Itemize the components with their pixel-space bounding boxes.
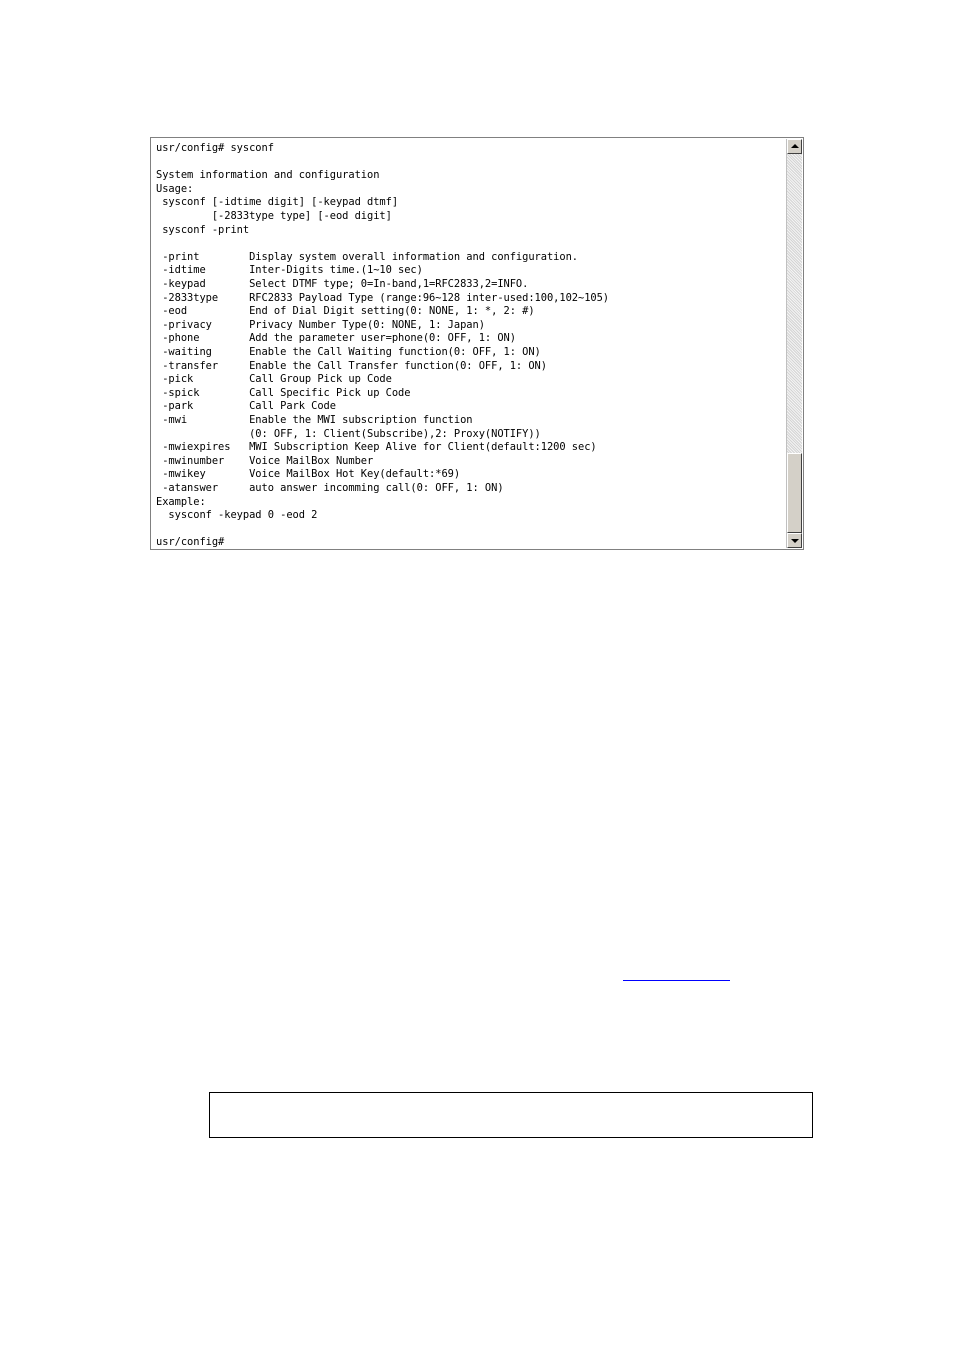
terminal-line: -mwinumber Voice MailBox Number <box>156 454 374 467</box>
terminal-line: -privacy Privacy Number Type(0: NONE, 1: Japan) <box>156 318 485 331</box>
terminal-line: -print Display system overall information and configuration. <box>156 250 578 263</box>
hyperlink-underline[interactable] <box>623 980 730 981</box>
terminal-line: -waiting Enable the Call Waiting function(0: OFF, 1: ON) <box>156 346 541 358</box>
terminal-line: -atanswer auto answer incomming call(0: OFF, 1: ON) <box>156 482 504 494</box>
terminal-line: [-2833type type] [-eod digit] <box>156 210 392 222</box>
terminal-prompt[interactable]: usr/config# <box>156 536 225 548</box>
terminal-line: -transfer Enable the Call Transfer function(0: OFF, 1: ON) <box>156 359 547 372</box>
bordered-text-box <box>209 1092 813 1138</box>
terminal-line: -keypad Select DTMF type; 0=In-band,1=RFC2833,2=INFO. <box>156 278 529 290</box>
scroll-down-button[interactable] <box>787 533 802 548</box>
terminal-window <box>150 137 804 550</box>
terminal-line: -park Call Park Code <box>156 400 336 413</box>
terminal-line: (0: OFF, 1: Client(Subscribe),2: Proxy(NOTIFY)) <box>156 427 541 440</box>
terminal-line: sysconf -print <box>156 223 250 236</box>
terminal-output <box>152 139 787 548</box>
terminal-line: usr/config# sysconf <box>156 142 274 154</box>
scrollbar-thumb[interactable] <box>787 453 802 533</box>
arrow-up-icon <box>791 144 799 148</box>
terminal-line: sysconf [-idtime digit] [-keypad dtmf] <box>156 196 399 209</box>
terminal-line: -idtime Inter-Digits time.(1~10 sec) <box>156 264 423 277</box>
terminal-line: Example: <box>156 495 206 508</box>
terminal-line: -eod End of Dial Digit setting(0: NONE, 1: *, 2: #) <box>156 305 535 318</box>
terminal-line: sysconf -keypad 0 -eod 2 <box>156 509 318 522</box>
terminal-line: -spick Call Specific Pick up Code <box>156 386 411 399</box>
terminal-line: -phone Add the parameter user=phone(0: OFF, 1: ON) <box>156 332 516 345</box>
scroll-up-button[interactable] <box>787 139 802 154</box>
terminal-line: -mwi Enable the MWI subscription function <box>156 414 473 426</box>
terminal-line: System information and configuration <box>156 169 380 182</box>
arrow-down-icon <box>791 539 799 543</box>
terminal-line: -mwikey Voice MailBox Hot Key(default:*69) <box>156 468 461 481</box>
terminal-line: Usage: <box>156 182 194 195</box>
terminal-line: -2833type RFC2833 Payload Type (range:96~128 inter-used:100,102~105) <box>156 291 610 304</box>
vertical-scrollbar[interactable] <box>787 139 802 548</box>
terminal-line: -mwiexpires MWI Subscription Keep Alive for Client(default:1200 sec) <box>156 441 597 454</box>
terminal-line: -pick Call Group Pick up Code <box>156 373 392 386</box>
